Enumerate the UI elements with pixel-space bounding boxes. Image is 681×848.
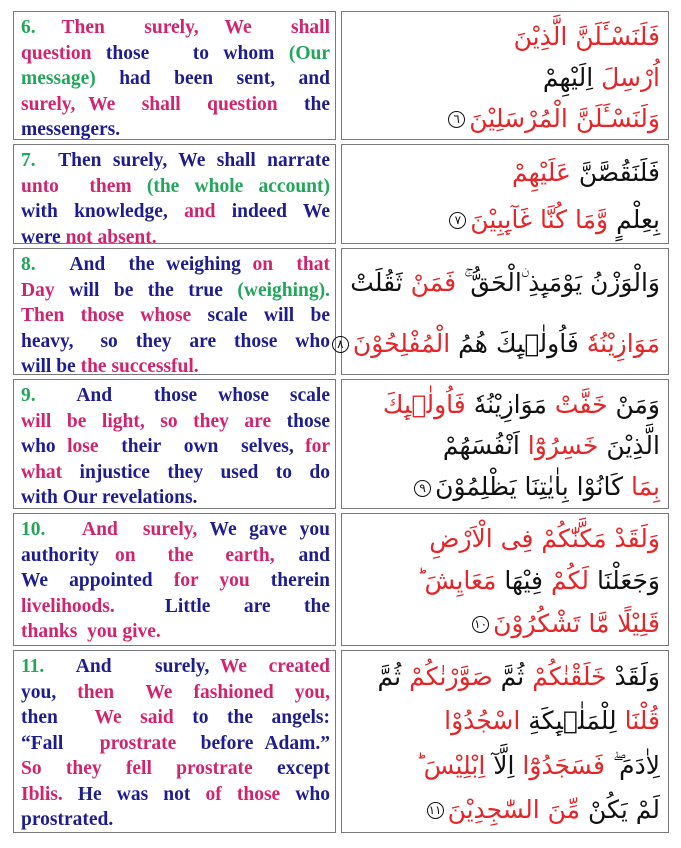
translation-segment: Then surely, We shall: [35, 17, 330, 38]
arabic-segment: ۨالْحَقُّ ۚ: [464, 268, 529, 298]
translation-line: [21, 517, 330, 543]
translation-line: [21, 15, 330, 41]
translation-segment: will be: [21, 356, 81, 377]
arabic-segment: وَمَنْ: [615, 389, 660, 419]
verse-number: 7.: [21, 150, 36, 171]
arabic-segment: فِيْهَا: [504, 566, 551, 596]
arabic-segment: وَلَنَسْـَٔلَنَّ: [575, 103, 660, 133]
english-translation-cell: [13, 144, 336, 248]
arabic-text-cell: [341, 650, 669, 833]
translation-segment: you,: [21, 681, 67, 703]
translation-segment: those: [271, 410, 330, 432]
arabic-line: [350, 20, 660, 54]
verse-row: [13, 248, 669, 375]
translation-segment: the successful.: [80, 356, 199, 377]
translation-segment: livelihoods.: [21, 595, 115, 617]
translation-line: [21, 225, 330, 251]
english-translation-cell: [13, 650, 336, 833]
translation-line: [21, 199, 330, 225]
translation-segment: with knowledge,: [21, 201, 185, 222]
arabic-line: [350, 704, 660, 738]
arabic-segment: ثَقُلَتْ: [350, 268, 411, 298]
arabic-line: [350, 203, 660, 237]
translation-line: [21, 252, 330, 278]
verse-table: [13, 11, 669, 837]
arabic-segment: فَلَنَسْـَٔلَنَّ: [575, 21, 660, 51]
arabic-line: [350, 102, 660, 136]
translation-segment: Day: [21, 279, 55, 301]
arabic-segment: مَّا تَشْكُرُوْنَ: [493, 608, 618, 638]
arabic-segment: صَوَّرْنٰكُمْ: [409, 662, 501, 692]
translation-line: [21, 680, 330, 706]
translation-segment: (Our: [288, 42, 330, 64]
arabic-text-cell: [341, 513, 669, 646]
translation-line: [21, 354, 330, 380]
arabic-segment: اِبْلِيْسَ ؕ: [415, 750, 494, 780]
ayah-end-marker-icon: ٨: [332, 336, 349, 353]
verse-number: 8.: [21, 254, 36, 275]
translation-segment: and: [184, 201, 216, 222]
translation-line: [21, 654, 330, 680]
translation-segment: except: [252, 758, 330, 779]
arabic-segment: لَمْ يَكُنْ: [588, 794, 660, 824]
translation-segment: of those: [205, 783, 281, 805]
translation-segment: We gave you: [209, 519, 330, 540]
english-translation-cell: [13, 513, 336, 646]
arabic-segment: ثُمَّ: [500, 662, 533, 692]
verse-row: [13, 144, 669, 248]
arabic-line: [350, 266, 660, 300]
arabic-segment: فِى الْاَرْضِ: [429, 524, 542, 554]
verse-number: 11.: [21, 656, 45, 677]
translation-line: [21, 568, 330, 594]
translation-segment: not absent.: [65, 226, 157, 248]
translation-segment: then: [21, 707, 95, 728]
arabic-line: [350, 749, 660, 783]
translation-segment: on the earth,: [114, 544, 275, 566]
translation-segment: what: [21, 461, 63, 483]
translation-segment: to the angels:: [173, 707, 330, 728]
verse-row: [13, 11, 669, 140]
translation-segment: scale will be: [207, 305, 330, 326]
translation-segment: were: [21, 226, 66, 248]
translation-line: [21, 409, 330, 435]
ayah-end-marker-icon: ٧: [449, 212, 466, 229]
translation-segment: who: [21, 436, 68, 457]
translation-segment: surely, We shall question: [21, 93, 278, 115]
translation-line: [21, 594, 330, 620]
translation-line: [21, 148, 330, 174]
arabic-segment: وَالْوَزْنُ يَوْمَىِٕذِ: [528, 268, 660, 298]
translation-segment: And surely,: [45, 519, 210, 540]
translation-segment: heavy, so they are those who: [21, 330, 330, 352]
translation-segment: will be the true: [54, 279, 238, 301]
translation-segment: Then surely, We shall narrate: [35, 150, 330, 171]
arabic-line: [350, 522, 660, 556]
translation-segment: the: [277, 93, 331, 115]
translation-segment: then We fashioned you,: [66, 681, 330, 703]
translation-segment: thanks you give.: [21, 621, 161, 642]
translation-segment: prostrated.: [21, 809, 114, 830]
arabic-segment: مَوَازِيْنُهٗ: [473, 389, 555, 419]
translation-segment: We said: [94, 707, 174, 728]
translation-segment: before Adam.”: [176, 732, 330, 754]
translation-segment: He was not: [62, 783, 206, 805]
arabic-segment: وَّمَا كُنَّا غَآىِٕبِيْنَ: [470, 204, 617, 234]
arabic-line: [337, 327, 660, 361]
arabic-line: [350, 660, 660, 694]
translation-segment: messengers.: [21, 119, 121, 140]
translation-segment: will be light, so they are: [21, 410, 272, 432]
english-translation-cell: [13, 248, 336, 375]
translation-line: [21, 66, 330, 92]
translation-segment: And the weighing: [35, 254, 253, 275]
translation-segment: unto them: [21, 175, 147, 197]
arabic-segment: اِلَّآ: [493, 750, 523, 780]
translation-segment: (weighing).: [237, 279, 330, 301]
arabic-text-cell: [337, 248, 669, 375]
translation-line: [21, 41, 330, 67]
arabic-segment: بِمَا: [630, 472, 660, 502]
ayah-end-marker-icon: ٦: [448, 111, 465, 128]
arabic-segment: وَلَقَدْ مَكَّنّٰكُمْ: [541, 524, 660, 554]
translation-segment: We appointed: [21, 570, 174, 591]
translation-line: [21, 278, 330, 304]
translation-segment: And surely,: [44, 656, 220, 677]
arabic-segment: مَوَازِيْنُهٗ: [586, 328, 660, 358]
arabic-segment: قَلِيْلًا: [617, 608, 660, 638]
translation-segment: and: [274, 544, 330, 566]
translation-segment: prostrate: [99, 732, 177, 754]
translation-segment: authority: [21, 544, 115, 566]
arabic-text-cell: [341, 144, 669, 244]
translation-line: [21, 756, 330, 782]
arabic-segment: الْمُرْسَلِيْنَ: [469, 103, 576, 133]
translation-segment: had been sent, and: [95, 68, 330, 89]
arabic-text-cell: [341, 11, 669, 140]
arabic-line: [350, 470, 660, 504]
verse-row: [13, 650, 669, 833]
verse-number: 10.: [21, 519, 46, 540]
arabic-segment: مَعَايِشَ ؕ: [416, 566, 505, 596]
translation-line: [21, 117, 330, 143]
arabic-segment: اُرْسِلَ: [601, 62, 660, 92]
translation-segment: (the whole account): [146, 175, 330, 197]
arabic-segment: الَّذِيْنَ: [606, 430, 660, 460]
english-translation-cell: [13, 11, 336, 140]
arabic-segment: وَلَقَدْ: [614, 662, 660, 692]
arabic-segment: لِلْمَلٰۤىِٕكَةِ: [528, 706, 625, 736]
arabic-segment: الَّذِيْنَ: [513, 21, 576, 51]
arabic-segment: خَلَقْنٰكُمْ: [532, 662, 615, 692]
translation-line: [21, 731, 330, 757]
arabic-segment: قُلْنَا: [624, 706, 660, 736]
translation-segment: injustice they used to do: [62, 461, 330, 483]
ayah-end-marker-icon: ٩: [414, 480, 431, 497]
translation-line: [21, 174, 330, 200]
translation-line: [21, 543, 330, 569]
verse-row: [13, 379, 669, 509]
arabic-line: [350, 429, 660, 463]
translation-line: [21, 460, 330, 486]
arabic-segment: فَلَنَقُصَّنَّ: [578, 157, 660, 187]
arabic-text-cell: [341, 379, 669, 509]
arabic-segment: لَكُمْ: [550, 566, 597, 596]
verse-number: 6.: [21, 17, 36, 38]
translation-segment: Iblis.: [21, 783, 63, 805]
arabic-segment: خَسِرُوْٓا: [527, 430, 607, 460]
arabic-line: [350, 61, 660, 95]
translation-segment: who: [280, 783, 330, 805]
translation-line: [21, 619, 330, 645]
arabic-line: [350, 607, 660, 641]
translation-segment: indeed We: [215, 201, 330, 222]
arabic-segment: كَانُوْا بِاٰيٰتِنَا يَظْلِمُوْنَ: [435, 472, 631, 502]
translation-segment: on that: [252, 254, 330, 275]
translation-segment: for you: [173, 570, 250, 591]
translation-segment: with Our revelations.: [21, 487, 198, 508]
arabic-line: [350, 388, 660, 422]
translation-line: [21, 485, 330, 511]
translation-segment: question: [21, 42, 92, 64]
english-translation-cell: [13, 379, 336, 509]
arabic-segment: فَسَجَدُوْٓا: [522, 750, 613, 780]
translation-segment: lose: [67, 436, 99, 457]
translation-segment: those to whom: [91, 42, 289, 64]
arabic-segment: عَلَيْهِمْ: [512, 157, 579, 187]
translation-segment: We created: [219, 656, 331, 677]
arabic-line: [350, 793, 660, 827]
verse-number: 9.: [21, 385, 36, 406]
translation-line: [21, 807, 330, 833]
arabic-segment: ثُمَّ: [377, 662, 410, 692]
translation-segment: their own selves,: [98, 436, 306, 457]
arabic-segment: مِّنَ السّٰجِدِيْنَ: [447, 794, 588, 824]
verse-row: [13, 513, 669, 646]
translation-segment: Then those whose: [21, 305, 208, 326]
arabic-segment: لِاٰدَمَ ۖ: [612, 750, 660, 780]
translation-line: [21, 383, 330, 409]
translation-segment: for: [305, 436, 330, 457]
translation-line: [21, 92, 330, 118]
translation-segment: Little are the: [114, 595, 330, 617]
translation-line: [21, 303, 330, 329]
arabic-segment: فَاُولٰۤىِٕكَ هُمُ: [458, 328, 587, 358]
translation-segment: message): [21, 68, 96, 89]
ayah-end-marker-icon: ١١: [427, 802, 444, 819]
arabic-line: [350, 156, 660, 190]
translation-segment: “Fall: [21, 732, 100, 754]
translation-line: [21, 705, 330, 731]
translation-segment: So they fell prostrate: [21, 758, 253, 779]
translation-line: [21, 329, 330, 355]
ayah-end-marker-icon: ١٠: [472, 616, 489, 633]
translation-line: [21, 782, 330, 808]
arabic-segment: اسْجُدُوْا: [444, 706, 529, 736]
arabic-segment: فَمَنْ: [410, 268, 465, 298]
arabic-segment: اَنْفُسَهُمْ: [442, 430, 528, 460]
translation-line: [21, 434, 330, 460]
arabic-line: [350, 564, 660, 598]
arabic-segment: اِلَيْهِمْ: [542, 62, 602, 92]
translation-segment: And those whose scale: [35, 385, 330, 406]
arabic-segment: فَاُولٰۤىِٕكَ: [382, 389, 474, 419]
arabic-segment: بِعِلْمٍ: [616, 204, 660, 234]
arabic-segment: وَجَعَلْنَا: [596, 566, 660, 596]
arabic-segment: خَفَّتْ: [554, 389, 616, 419]
arabic-segment: الْمُفْلِحُوْنَ: [352, 328, 459, 358]
translation-segment: therein: [249, 570, 330, 591]
